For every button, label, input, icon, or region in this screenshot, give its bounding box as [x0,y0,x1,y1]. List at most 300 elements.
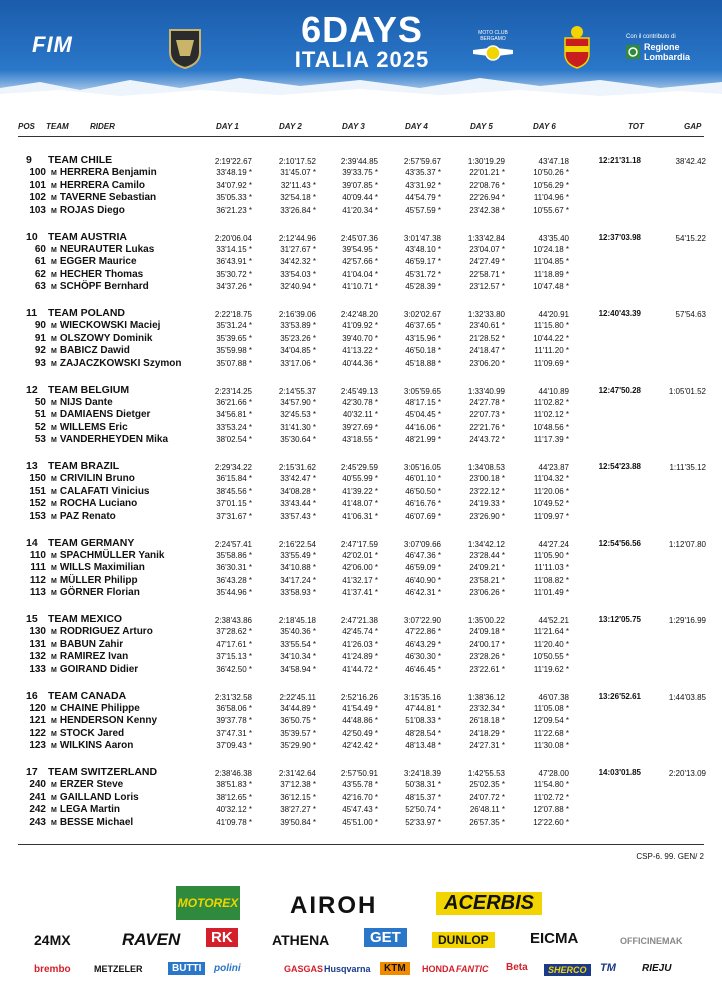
rider-day-1-time: 38'12.65 * [216,792,252,802]
rider-name-text: TAVERNE Sebastian [59,192,157,204]
rider-day-3-time: 43'55.78 * [342,780,378,789]
rider-day-6-time: 12'09.54 * [533,716,569,726]
rider-day-1-time: 36'21.23 * [216,205,252,215]
rider-day-1-time: 35'44.96 * [216,588,252,598]
team-total-time: 12:54'56.56 [598,538,641,548]
team-name: TEAM POLAND [48,307,125,319]
rider-day-6-time: 12'22.60 * [533,817,569,827]
gender-marker: M [51,323,57,330]
rider-day-2-time: 33'42.47 * [280,474,316,483]
rider-number: 101 [29,179,46,191]
team-position: 10 [26,230,38,243]
polini-logo: polini [214,963,241,974]
rider-day-2-time: 33'57.43 * [280,511,316,521]
rider-name-text: SPACHMÜLLER Yanik [59,549,165,561]
rider-day-2-time: 34'10.34 * [280,652,316,662]
rider-name [51,345,130,356]
rider-day-4-time: 43'48.10 * [405,244,441,254]
rider-day-4-time: 45'04.45 * [405,410,441,420]
document-code: CSP-6. 99. GEN/ 2 [636,852,704,861]
rider-number: 150 [29,473,46,484]
rider-number: 103 [29,204,46,216]
rider-number: 131 [29,638,46,650]
beta-logo: Beta [506,962,528,973]
col-day1: DAY 1 [216,122,239,131]
team-position: 17 [26,766,38,778]
rider-day-2-time: 36'12.15 * [280,792,316,802]
team-day-5-time: 1:34'42.12 [467,539,505,549]
rider-name [51,728,124,739]
team-gap: 1:11'35.12 [669,463,706,472]
rider-name [51,167,157,178]
team-day-3-time: 2:52'16.26 [340,692,378,702]
rider-name [51,434,168,445]
rider-day-4-time: 45'57.59 * [405,205,441,215]
team-gap: 38'42.42 [675,157,706,166]
rider-name-text: CRIVILIN Bruno [59,473,135,484]
rider-number: 133 [29,663,46,675]
rider-name-text: GÖRNER Florian [59,587,140,599]
rider-day-5-time: 24'18.47 * [469,346,505,356]
rider-day-5-time: 24'00.17 * [469,639,505,649]
rider-name [51,779,123,790]
rider-name [51,244,154,255]
team-day-2-time: 2:18'45.18 [278,616,316,625]
rider-day-1-time: 37'01.15 * [216,499,252,509]
rider-day-3-time: 41'04.04 * [342,269,378,279]
team-day-6-time: 44'23.87 [538,463,569,472]
rider-day-3-time: 41'06.31 * [342,511,378,521]
rider-day-4-time: 46'07.69 * [405,511,441,521]
rider-name-text: HECHER Thomas [59,268,144,280]
rider-name-text: NIJS Dante [59,396,113,408]
team-total-time: 13:26'52.61 [598,691,641,701]
rider-name [51,397,113,408]
team-day-4-time: 3:07'09.66 [403,539,441,549]
rider-day-3-time: 40'09.44 * [342,193,378,203]
husqvarna-logo: Husqvarna [324,964,371,974]
rider-name [51,651,128,662]
rider-name [51,320,160,331]
gender-marker: M [51,819,57,827]
rider-day-5-time: 23'22.12 * [469,486,505,496]
rider-number: 62 [34,268,46,280]
rider-day-5-time: 23'26.90 * [469,511,505,521]
gender-marker: M [51,577,57,585]
rider-number: 63 [34,281,46,293]
rider-day-2-time: 34'10.88 * [280,563,316,573]
rider-day-3-time: 41'13.22 * [342,346,378,356]
rider-day-2-time: 38'27.27 * [280,805,316,815]
team-day-2-time: 2:22'45.11 [279,692,316,702]
rider-name-text: ZAJACZKOWSKI Szymon [59,357,182,369]
rider-day-6-time: 11'22.68 * [533,728,569,738]
team-name: TEAM CANADA [48,689,127,702]
team-day-3-time: 2:45'07.36 [340,233,378,243]
rider-day-1-time: 40'32.12 * [216,805,252,815]
rider-day-1-time: 35'31.24 * [216,321,252,330]
gender-marker: M [51,666,57,674]
rider-day-3-time: 39'27.69 * [342,422,378,432]
rider-day-4-time: 46'47.36 * [405,550,441,560]
rider-name-text: EGGER Maurice [59,256,137,268]
col-day3: DAY 3 [342,122,365,131]
rider-day-3-time: 42'16.70 * [342,792,378,802]
team-day-5-time: 1:33'42.84 [467,233,505,243]
rider-day-6-time: 11'30.08 * [533,741,569,751]
rider-day-3-time: 41'44.72 * [342,664,378,674]
gender-marker: M [51,335,57,343]
rider-name [51,664,138,675]
rider-name [51,358,182,369]
rider-name [51,511,116,522]
24mx-logo: 24MX [34,932,71,948]
winged-wheel-icon [471,42,515,64]
team-day-6-time: 44'20.91 [538,310,569,319]
team-day-6-time: 47'28.00 [538,769,569,778]
rider-number: 243 [29,816,46,828]
rider-day-5-time: 22'58.71 * [469,269,505,279]
rider-day-3-time: 41'10.71 * [342,282,378,292]
gender-marker: M [51,360,57,368]
rider-name-text: WIECKOWSKI Maciej [59,320,161,331]
team-gap: 1:29'16.99 [668,616,706,625]
rider-name-text: MÜLLER Philipp [59,574,138,586]
rider-name-text: CALAFATI Vinicius [59,485,150,497]
rider-day-2-time: 32'54.18 * [280,193,316,203]
gender-marker: M [51,259,57,267]
rider-number: 102 [29,192,46,204]
rider-day-6-time: 10'44.22 * [533,333,569,343]
team-day-1-time: 2:20'06.04 [214,233,252,243]
rider-day-4-time: 46'50.18 * [405,346,441,356]
rider-number: 53 [34,434,46,446]
team-day-5-time: 1:38'36.12 [467,692,505,702]
team-total-time: 12:47'50.28 [598,385,641,395]
team-day-5-time: 1:32'33.80 [467,310,505,319]
rider-name [51,498,137,509]
rider-day-5-time: 24'09.21 * [469,563,505,573]
rider-day-4-time: 46'42.31 * [405,588,441,598]
rider-name-text: ERZER Steve [59,779,124,790]
rider-day-3-time: 41'48.07 * [342,499,378,509]
rider-name [51,587,140,598]
rider-day-2-time: 32'40.94 * [280,282,316,292]
gender-marker: M [51,271,57,279]
rider-day-2-time: 35'29.90 * [280,741,316,751]
team-day-1-time: 2:29'34.22 [214,463,252,472]
rider-day-1-time: 33'48.19 * [216,168,252,177]
rider-day-6-time: 11'04.85 * [533,257,569,267]
rider-day-6-time: 11'04.96 * [533,193,569,203]
rider-day-4-time: 50'38.31 * [405,780,441,789]
team-total-time: 12:37'03.98 [598,232,641,242]
rider-day-2-time: 33'43.44 * [280,499,316,509]
rider-day-6-time: 11'02.72 * [533,792,569,802]
rider-day-2-time: 33'55.54 * [280,639,316,649]
comune-bergamo-crest [562,24,592,70]
rider-day-5-time: 24'43.72 * [469,435,505,445]
rider-day-2-time: 31'45.07 * [280,168,316,177]
team-gap: 54'15.22 [675,233,706,243]
rider-name [51,192,156,203]
rider-day-6-time: 10'24.18 * [533,244,569,254]
team-day-2-time: 2:16'22.54 [278,539,316,549]
rider-day-5-time: 23'40.61 * [469,321,505,330]
rider-day-5-time: 22'08.76 * [469,180,505,190]
rider-day-5-time: 25'02.35 * [469,780,505,789]
rider-name-text: HERRERA Camilo [59,179,146,191]
rider-day-5-time: 24'27.31 * [469,741,505,751]
team-day-1-time: 2:38'43.86 [214,616,252,625]
rider-day-1-time: 35'05.33 * [216,193,252,203]
rider-day-2-time: 33'53.89 * [280,321,316,330]
rider-name [51,409,150,420]
rider-day-4-time: 43'35.37 * [405,168,441,177]
team-position: 12 [26,383,38,396]
team-day-3-time: 2:39'44.85 [340,157,378,166]
team-total-time: 12:21'31.18 [598,156,641,165]
rider-day-1-time: 35'59.98 * [216,346,252,356]
rider-name-text: VANDERHEYDEN Mika [59,434,169,446]
gender-marker: M [51,552,57,560]
col-day6: DAY 6 [533,122,556,131]
rider-day-1-time: 33'53.24 * [216,422,252,432]
team-name: TEAM CHILE [48,154,113,166]
rider-day-1-time: 34'37.26 * [216,282,252,292]
rider-name-text: RODRIGUEZ Arturo [59,626,153,637]
rider-day-3-time: 45'47.43 * [342,805,378,815]
rider-name-text: GOIRAND Didier [59,663,139,675]
rider-day-4-time: 48'28.54 * [405,728,441,738]
rider-day-2-time: 35'30.64 * [280,435,316,445]
gender-marker: M [51,246,57,254]
team-day-4-time: 3:02'02.67 [403,310,441,319]
team-day-4-time: 3:15'35.16 [403,692,441,702]
dunlop-logo: DUNLOP [432,932,495,948]
rider-day-2-time: 37'12.38 * [280,780,316,789]
rider-name [51,740,133,751]
gender-marker: M [51,513,57,521]
rider-day-4-time: 46'59.09 * [405,563,441,573]
col-team: TEAM [46,122,69,131]
rider-day-5-time: 22'26.94 * [469,193,505,203]
team-name: TEAM AUSTRIA [48,230,127,243]
rider-day-3-time: 39'07.85 * [342,180,378,190]
team-day-6-time: 44'10.89 [538,386,569,396]
gender-marker: M [51,807,57,815]
rider-number: 61 [34,256,46,268]
rider-day-6-time: 11'04.32 * [533,474,569,483]
team-day-4-time: 3:24'18.39 [403,769,441,778]
fmi-shield-logo [166,26,204,70]
rider-day-2-time: 39'50.84 * [280,817,316,827]
rider-name [51,817,133,828]
team-day-5-time: 1:30'19.29 [467,157,505,166]
acerbis-logo: ACERBIS [436,892,542,915]
rider-number: 152 [29,498,46,510]
rider-day-4-time: 46'37.65 * [405,321,441,330]
rider-name-text: BESSE Michael [59,816,134,828]
rider-day-4-time: 48'15.37 * [405,792,441,802]
gender-marker: M [51,654,57,662]
rider-day-6-time: 11'21.64 * [533,627,569,636]
team-day-3-time: 2:45'49.13 [340,386,378,396]
rider-day-5-time: 24'07.72 * [469,792,505,802]
event-title: 6DAYS [301,9,423,50]
rider-name [51,333,152,344]
rider-day-2-time: 34'04.85 * [280,346,316,356]
team-day-1-time: 2:24'57.41 [214,539,252,549]
rider-day-6-time: 12'07.88 * [533,805,569,815]
rider-day-3-time: 40'55.99 * [342,474,378,483]
rider-day-3-time: 42'57.66 * [342,257,378,267]
rider-day-1-time: 37'09.43 * [216,741,252,751]
rider-number: 122 [29,727,46,739]
rider-name [51,575,138,586]
rider-name [51,486,149,497]
team-day-3-time: 2:47'17.59 [340,539,378,549]
rider-day-6-time: 11'20.06 * [533,486,569,496]
rider-day-3-time: 41'32.17 * [342,575,378,585]
rider-day-4-time: 45'18.88 * [405,358,441,368]
rider-number: 113 [29,587,46,599]
rider-day-5-time: 23'32.34 * [469,703,505,713]
rider-name [51,473,135,484]
rider-number: 51 [34,409,46,421]
rider-day-4-time: 48'17.15 * [405,397,441,407]
rider-day-6-time: 11'18.89 * [533,269,569,279]
team-position: 9 [26,154,32,166]
rider-number: 91 [34,332,46,344]
regione-lombardia-logo: Con il contributo di Regione Lombardia [626,34,691,62]
rider-name [51,422,128,433]
rider-day-4-time: 52'33.97 * [405,817,441,827]
rider-number: 151 [29,485,46,497]
rider-number: 90 [34,320,46,331]
rider-day-2-time: 34'08.28 * [280,486,316,496]
rider-name-text: WILKINS Aaron [59,740,134,752]
rider-day-5-time: 21'28.52 * [469,333,505,343]
rider-name-text: ROJAS Diego [59,204,125,216]
rider-name [51,180,145,191]
rider-day-3-time: 42'30.78 * [342,397,378,407]
rider-day-4-time: 47'44.81 * [405,703,441,713]
team-day-5-time: 1:42'55.53 [467,769,505,778]
get-logo: GET [364,928,407,947]
eicma-logo: EICMA [530,930,579,947]
gender-marker: M [51,718,57,726]
rider-day-6-time: 11'05.90 * [533,550,569,560]
athena-logo: ATHENA [272,932,330,948]
team-gap: 1:44'03.85 [668,692,706,702]
rider-day-4-time: 46'30.30 * [405,652,441,662]
rider-name-text: WILLS Maximilian [59,562,145,574]
rider-name [51,205,125,216]
rider-day-3-time: 41'37.41 * [342,588,378,598]
team-position: 14 [26,536,38,549]
rider-number: 123 [29,740,46,752]
rider-day-6-time: 10'50.26 * [533,168,569,177]
rider-day-2-time: 33'26.84 * [280,205,316,215]
rider-day-1-time: 35'30.72 * [216,269,252,279]
rider-day-2-time: 34'42.32 * [280,257,316,267]
rider-day-4-time: 46'16.76 * [405,499,441,509]
team-day-1-time: 2:23'14.25 [214,386,252,396]
rider-day-5-time: 24'09.18 * [469,627,505,636]
team-position: 11 [26,307,38,319]
team-gap: 57'54.63 [675,310,706,319]
rider-number: 121 [29,715,46,727]
rider-day-3-time: 39'33.75 * [342,168,378,177]
rider-day-5-time: 26'57.35 * [469,817,505,827]
team-day-6-time: 43'47.18 [538,157,569,166]
rider-day-2-time: 32'11.43 * [280,180,316,190]
ktm-logo: KTM [380,962,410,975]
header-banner [0,0,722,100]
gender-marker: M [51,412,57,420]
rider-day-6-time: 10'55.67 * [533,205,569,215]
team-total-time: 12:54'23.88 [598,462,641,471]
rider-day-3-time: 42'42.42 * [342,741,378,751]
rieju-logo: RIEJU [642,963,672,974]
rider-day-3-time: 41'54.49 * [342,703,378,713]
gender-marker: M [51,743,57,751]
rider-day-1-time: 36'58.06 * [216,703,252,713]
rider-day-1-time: 38'51.83 * [216,780,252,789]
gender-marker: M [51,730,57,738]
rider-day-3-time: 41'26.03 * [342,639,378,649]
rider-day-4-time: 45'28.39 * [405,282,441,292]
rider-day-1-time: 38'45.56 * [216,486,252,496]
team-day-4-time: 3:05'16.05 [403,463,441,472]
rider-name-text: HENDERSON Kenny [59,715,158,727]
team-day-5-time: 1:33'40.99 [467,386,505,396]
rider-name-text: GAILLAND Loris [59,791,139,803]
rider-number: 132 [29,651,46,663]
gender-marker: M [51,424,57,432]
rider-name-text: CHAINE Philippe [59,702,140,714]
rider-day-1-time: 33'14.15 * [216,244,252,254]
rider-day-1-time: 35'58.86 * [216,550,252,560]
rider-number: 60 [34,243,46,255]
team-total-time: 13:12'05.75 [598,615,641,624]
gender-marker: M [51,565,57,573]
rider-day-6-time: 11'19.62 * [533,664,569,674]
gender-marker: M [51,782,57,789]
rider-day-5-time: 23'42.38 * [469,205,505,215]
brembo-logo: brembo [34,964,71,975]
rider-name-text: OLSZOWY Dominik [59,332,153,344]
rider-day-5-time: 24'18.29 * [469,728,505,738]
rider-day-4-time: 46'01.10 * [405,474,441,483]
rider-day-5-time: 23'06.20 * [469,358,505,368]
rider-day-3-time: 44'48.86 * [342,716,378,726]
rider-day-3-time: 43'18.55 * [342,435,378,445]
rider-name-text: SCHÖPF Bernhard [59,281,149,293]
rider-day-6-time: 11'02.12 * [533,410,569,420]
rider-day-2-time: 32'45.53 * [280,410,316,420]
rider-day-2-time: 34'57.90 * [280,397,316,407]
gender-marker: M [51,794,57,802]
rider-day-3-time: 40'44.36 * [342,358,378,368]
rider-name-text: BABICZ Dawid [59,345,130,357]
rider-day-2-time: 31'27.67 * [280,244,316,254]
sherco-logo: SHERCO [544,964,591,976]
rider-day-5-time: 23'58.21 * [469,575,505,585]
rider-day-1-time: 37'15.13 * [216,652,252,662]
rider-day-6-time: 11'11.03 * [534,563,569,573]
